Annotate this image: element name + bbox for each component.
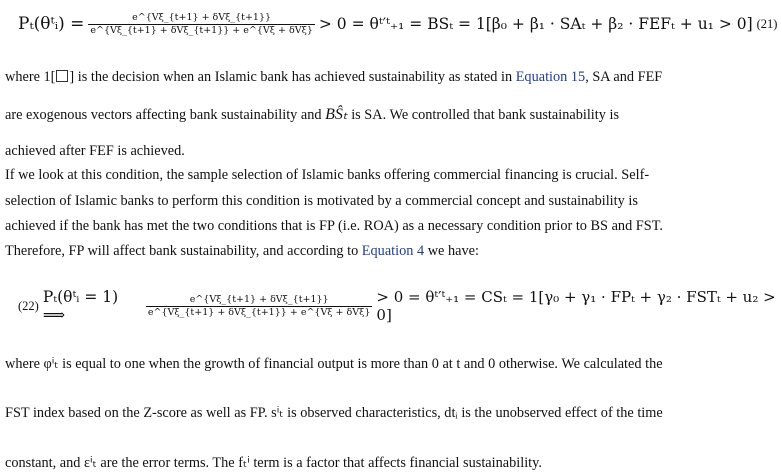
equation-22	[0, 283, 782, 329]
para-line-9: FST index based on the Z-score as well as FP. sⁱₜ is observed characteristics, dtᵢ is the unobserved effect of the time	[5, 405, 663, 421]
para-line-10: constant, and εⁱₜ are the error terms. The fₜⁱ term is a factor that affects financial sustainability.	[5, 455, 542, 471]
para-line-6: achieved if the bank has met the two conditions that is FP (i.e. ROA) as a necessary condition prior to BS and FST.	[5, 218, 663, 234]
eq21-lhs: Pₜ(θᵗᵢ) =	[18, 14, 85, 34]
para-line-4: If we look at this condition, the sample selection of Islamic banks offering commercial financing is crucial. Self-	[5, 167, 650, 183]
para-line-7: Therefore, FP will affect bank sustainability, and according to Equation 4 we have:	[5, 243, 479, 259]
equation-21	[0, 2, 782, 46]
eq21-rhs: > 0 = θᵗ′ᵗ₊₁ = BSₜ = 1[β₀ + β₁ · SAₜ + β₂ · FEFₜ + u₁ > 0]	[318, 15, 753, 33]
eq22-fraction	[146, 294, 372, 319]
para-line-3: achieved after FEF is achieved.	[5, 143, 185, 159]
equation-15-link[interactable]: Equation 15	[515, 69, 586, 85]
eq22-numerator: e^{Vξ_{t+1} + δVξ_{t+1}}	[189, 293, 329, 305]
eq21-number: (21)	[756, 16, 778, 31]
bs-hat-symbol: BŜₜ	[325, 106, 348, 123]
para-line-1: where 1[ ] is the decision when an Islamic bank has achieved sustainability as stated in Equation 15, SA and FEF	[5, 69, 663, 85]
para-line-8: where φⁱₜ is equal to one when the growth of financial output is more than 0 at t and 0 otherwise. We calculated the	[5, 356, 663, 372]
eq22-number: (22)	[18, 298, 39, 313]
eq22-lhs: Pₜ(θᵗᵢ = 1) ⟹	[42, 288, 119, 324]
eq21-numerator: e^{Vξ_{t+1} + δVξ_{t+1}}	[132, 11, 272, 23]
eq21-denominator: e^{Vξ_{t+1} + δVξ_{t+1}} + e^{Vξ + δVξ}	[90, 24, 313, 36]
para-line-5: selection of Islamic banks to perform this condition is motivated by a commercial concept and sustainability is	[5, 193, 638, 209]
eq21-fraction	[88, 12, 314, 37]
equation-4-link[interactable]: Equation 4	[361, 243, 425, 259]
eq22-rhs: > 0 = θᵗ′ᵗ₊₁ = CSₜ = 1[γ₀ + γ₁ · FPₜ + γ₂ · FSTₜ + u₂ > 0]	[376, 288, 776, 324]
para-line-2: are exogenous vectors affecting bank sustainability and BŜₜ is SA. We controlled that bank sustainability is	[5, 106, 620, 123]
eq22-denominator: e^{Vξ_{t+1} + δVξ_{t+1}} + e^{Vξ + δVξ}	[147, 306, 371, 318]
indicator-box-placeholder	[56, 70, 68, 82]
